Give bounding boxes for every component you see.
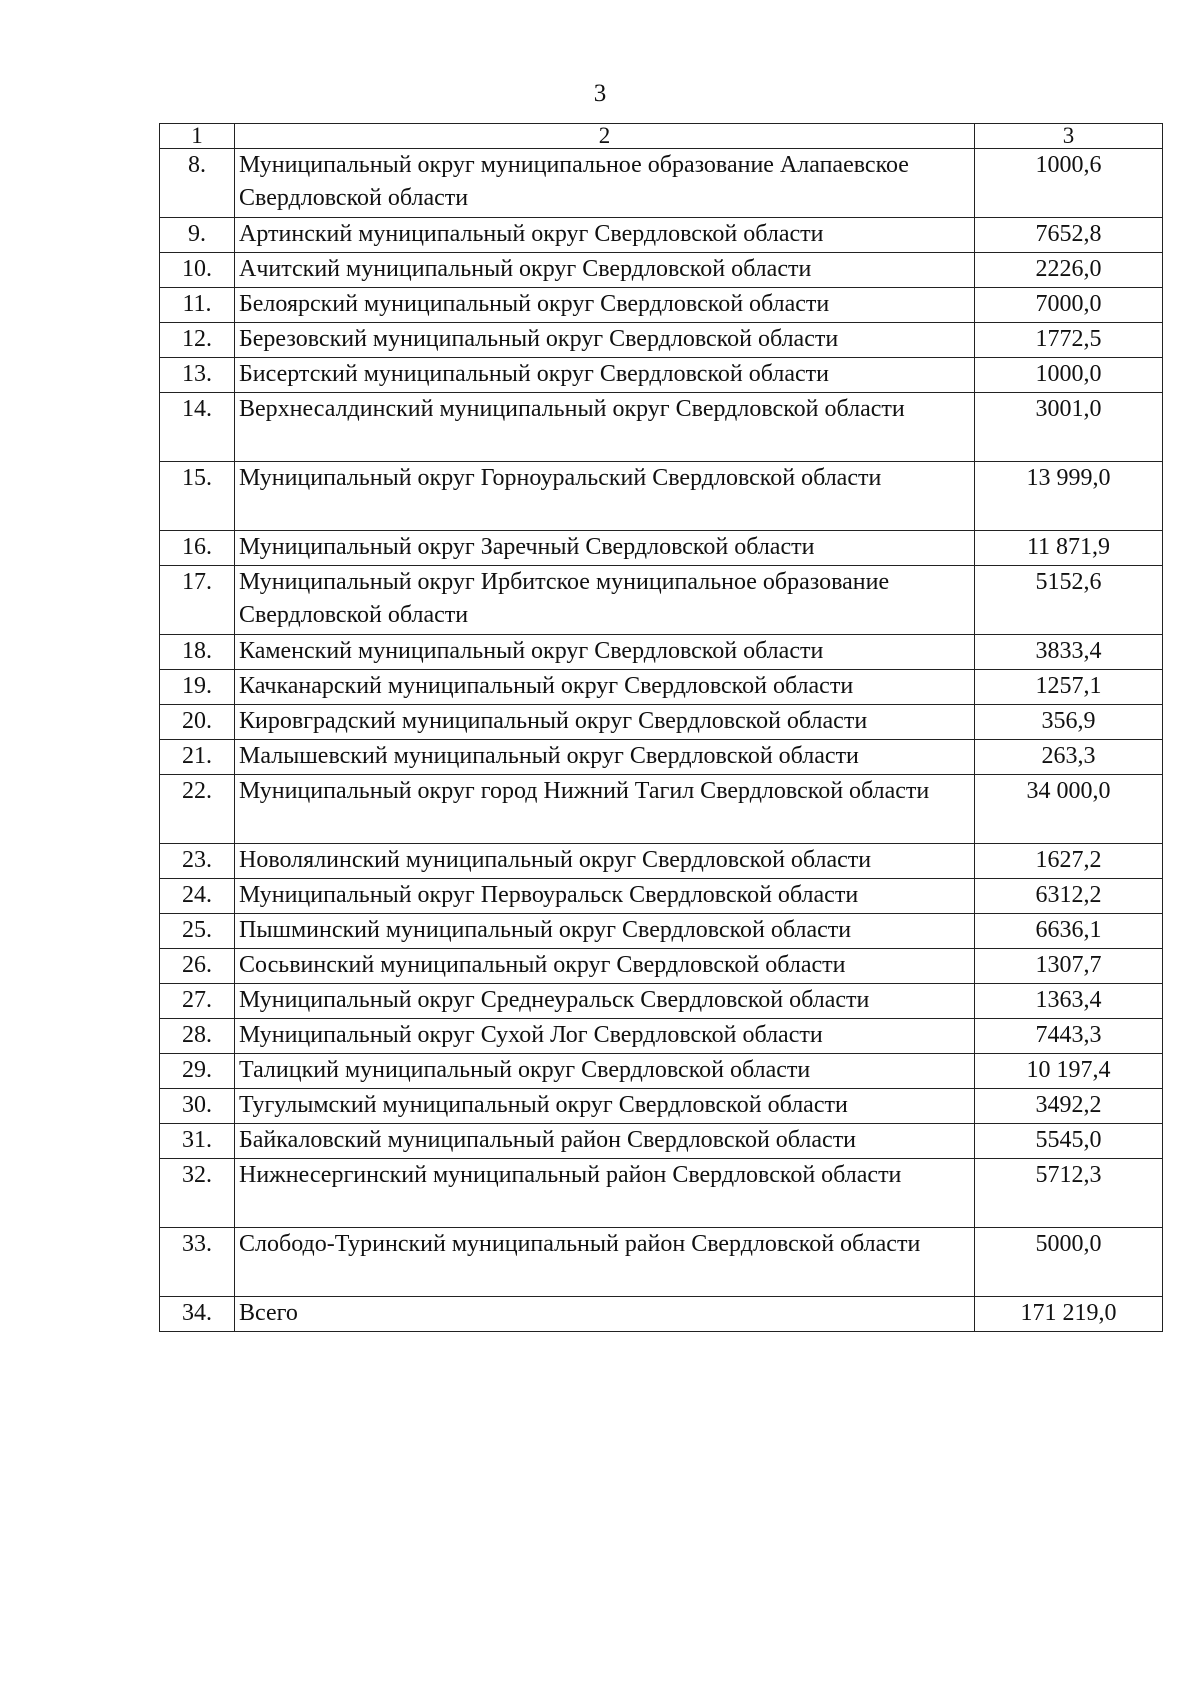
- municipality-name: Муниципальный округ город Нижний Тагил Свердловской области: [235, 775, 975, 844]
- column-header-2: 2: [235, 124, 975, 149]
- row-number: 21.: [160, 740, 235, 775]
- municipality-name: Муниципальный округ Сухой Лог Свердловской области: [235, 1019, 975, 1054]
- allocation-value: 263,3: [975, 740, 1163, 775]
- page-number: 3: [593, 80, 607, 107]
- allocation-value: 1772,5: [975, 323, 1163, 358]
- allocation-value: 6636,1: [975, 914, 1163, 949]
- allocation-value: 3833,4: [975, 635, 1163, 670]
- allocation-value: 1000,0: [975, 358, 1163, 393]
- municipality-name: Белоярский муниципальный округ Свердловской области: [235, 288, 975, 323]
- row-number: 30.: [160, 1089, 235, 1124]
- table-row: [160, 670, 1163, 705]
- row-number: 34.: [160, 1297, 235, 1332]
- table-row: [160, 393, 1163, 462]
- row-number: 25.: [160, 914, 235, 949]
- table-row: [160, 1019, 1163, 1054]
- table-row: [160, 462, 1163, 531]
- allocation-table: [159, 123, 1163, 1332]
- row-number: 24.: [160, 879, 235, 914]
- municipality-name: Малышевский муниципальный округ Свердловской области: [235, 740, 975, 775]
- municipality-name: Муниципальный округ Горноуральский Свердловской области: [235, 462, 975, 531]
- municipality-name: Пышминский муниципальный округ Свердловской области: [235, 914, 975, 949]
- allocation-value: 10 197,4: [975, 1054, 1163, 1089]
- municipality-name: Муниципальный округ Заречный Свердловской области: [235, 531, 975, 566]
- row-number: 32.: [160, 1159, 235, 1228]
- allocation-value: 356,9: [975, 705, 1163, 740]
- municipality-name: Бисертский муниципальный округ Свердловской области: [235, 358, 975, 393]
- allocation-value: 5712,3: [975, 1159, 1163, 1228]
- municipality-name: Муниципальный округ муниципальное образование Алапаевское Свердловской области: [235, 149, 975, 218]
- table-row: [160, 879, 1163, 914]
- allocation-value: 1257,1: [975, 670, 1163, 705]
- municipality-name: Новолялинский муниципальный округ Свердловской области: [235, 844, 975, 879]
- allocation-value: 7443,3: [975, 1019, 1163, 1054]
- row-number: 19.: [160, 670, 235, 705]
- municipality-name: Всего: [235, 1297, 975, 1332]
- allocation-value: 1000,6: [975, 149, 1163, 218]
- municipality-name: Кировградский муниципальный округ Свердловской области: [235, 705, 975, 740]
- row-number: 20.: [160, 705, 235, 740]
- row-number: 28.: [160, 1019, 235, 1054]
- allocation-value: 7652,8: [975, 218, 1163, 253]
- row-number: 18.: [160, 635, 235, 670]
- municipality-name: Нижнесергинский муниципальный район Свердловской области: [235, 1159, 975, 1228]
- allocation-value: 5000,0: [975, 1228, 1163, 1297]
- table-row: [160, 1054, 1163, 1089]
- allocation-value: 11 871,9: [975, 531, 1163, 566]
- municipality-name: Каменский муниципальный округ Свердловской области: [235, 635, 975, 670]
- table-row: [160, 1297, 1163, 1332]
- municipality-name: Верхнесалдинский муниципальный округ Свердловской области: [235, 393, 975, 462]
- column-header-1: 1: [160, 124, 235, 149]
- row-number: 23.: [160, 844, 235, 879]
- table-body: [160, 149, 1163, 1332]
- allocation-value: 171 219,0: [975, 1297, 1163, 1332]
- allocation-value: 1363,4: [975, 984, 1163, 1019]
- table-row: [160, 740, 1163, 775]
- table-row: [160, 1089, 1163, 1124]
- municipality-name: Талицкий муниципальный округ Свердловской области: [235, 1054, 975, 1089]
- table-row: [160, 914, 1163, 949]
- municipality-name: Артинский муниципальный округ Свердловской области: [235, 218, 975, 253]
- row-number: 14.: [160, 393, 235, 462]
- table-row: [160, 323, 1163, 358]
- table-row: [160, 1124, 1163, 1159]
- row-number: 15.: [160, 462, 235, 531]
- row-number: 16.: [160, 531, 235, 566]
- row-number: 22.: [160, 775, 235, 844]
- table-row: [160, 635, 1163, 670]
- table-row: [160, 1228, 1163, 1297]
- allocation-value: 3001,0: [975, 393, 1163, 462]
- table-row: [160, 984, 1163, 1019]
- table-row: [160, 566, 1163, 635]
- municipality-name: Муниципальный округ Среднеуральск Свердловской области: [235, 984, 975, 1019]
- row-number: 9.: [160, 218, 235, 253]
- municipality-name: Тугулымский муниципальный округ Свердловской области: [235, 1089, 975, 1124]
- row-number: 26.: [160, 949, 235, 984]
- row-number: 29.: [160, 1054, 235, 1089]
- column-header-3: 3: [975, 124, 1163, 149]
- allocation-value: 34 000,0: [975, 775, 1163, 844]
- municipality-name: Слободо-Туринский муниципальный район Свердловской области: [235, 1228, 975, 1297]
- municipality-name: Муниципальный округ Первоуральск Свердловской области: [235, 879, 975, 914]
- allocation-value: 7000,0: [975, 288, 1163, 323]
- table-row: [160, 218, 1163, 253]
- table-row: [160, 149, 1163, 218]
- allocation-value: 5545,0: [975, 1124, 1163, 1159]
- table-row: [160, 253, 1163, 288]
- row-number: 10.: [160, 253, 235, 288]
- municipality-name: Березовский муниципальный округ Свердловской области: [235, 323, 975, 358]
- allocation-value: 5152,6: [975, 566, 1163, 635]
- municipality-name: Байкаловский муниципальный район Свердловской области: [235, 1124, 975, 1159]
- row-number: 17.: [160, 566, 235, 635]
- row-number: 8.: [160, 149, 235, 218]
- allocation-value: 1307,7: [975, 949, 1163, 984]
- municipality-name: Качканарский муниципальный округ Свердловской области: [235, 670, 975, 705]
- table-row: [160, 1159, 1163, 1228]
- municipality-name: Ачитский муниципальный округ Свердловской области: [235, 253, 975, 288]
- row-number: 31.: [160, 1124, 235, 1159]
- municipality-name: Сосьвинский муниципальный округ Свердловской области: [235, 949, 975, 984]
- row-number: 13.: [160, 358, 235, 393]
- allocation-value: 6312,2: [975, 879, 1163, 914]
- allocation-value: 3492,2: [975, 1089, 1163, 1124]
- allocation-value: 13 999,0: [975, 462, 1163, 531]
- table-row: [160, 844, 1163, 879]
- table-row: [160, 775, 1163, 844]
- table-row: [160, 358, 1163, 393]
- table-row: [160, 531, 1163, 566]
- table-header-row: [160, 124, 1163, 149]
- row-number: 12.: [160, 323, 235, 358]
- allocation-value: 1627,2: [975, 844, 1163, 879]
- row-number: 27.: [160, 984, 235, 1019]
- table-row: [160, 288, 1163, 323]
- table-row: [160, 949, 1163, 984]
- row-number: 33.: [160, 1228, 235, 1297]
- row-number: 11.: [160, 288, 235, 323]
- municipality-name: Муниципальный округ Ирбитское муниципальное образование Свердловской области: [235, 566, 975, 635]
- table-row: [160, 705, 1163, 740]
- allocation-value: 2226,0: [975, 253, 1163, 288]
